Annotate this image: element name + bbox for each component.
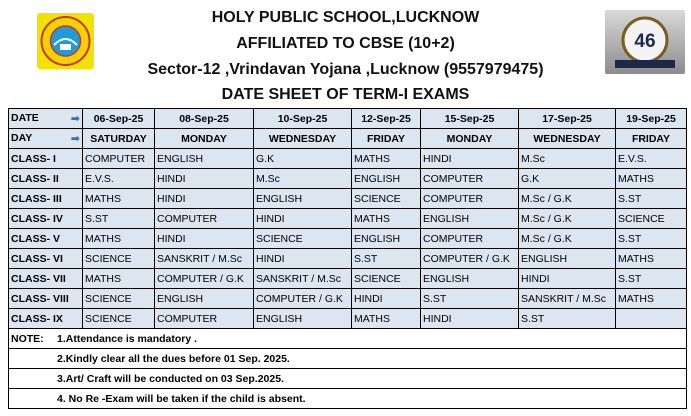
subject-cell: ENGLISH [254, 309, 352, 329]
subject-cell: MATHS [83, 269, 155, 289]
page-header [0, 0, 691, 108]
date-label-cell [9, 109, 83, 129]
note-row [9, 369, 687, 389]
subject-cell: HINDI [352, 289, 421, 309]
subject-cell: SCIENCE [83, 249, 155, 269]
day-row [9, 129, 687, 149]
subject-cell: COMPUTER [83, 149, 155, 169]
date-cell: 08-Sep-25 [155, 109, 254, 129]
date-cell: 10-Sep-25 [254, 109, 352, 129]
subject-cell: S.ST [616, 269, 687, 289]
subject-cell: M.Sc / G.K [519, 209, 616, 229]
note-row [9, 389, 687, 409]
subject-cell: MATHS [616, 249, 687, 269]
date-cell: 19-Sep-25 [616, 109, 687, 129]
day-label: DAY [11, 132, 33, 144]
class-name-cell: CLASS- VI [9, 249, 83, 269]
subject-cell: HINDI [421, 149, 519, 169]
note-row [9, 349, 687, 369]
subject-cell: M.Sc [519, 149, 616, 169]
note-label: NOTE: [11, 332, 44, 345]
subject-cell: HINDI [421, 309, 519, 329]
class-row [9, 289, 687, 309]
subject-cell: COMPUTER [421, 189, 519, 209]
subject-cell: SCIENCE [616, 209, 687, 229]
note-cell [9, 329, 687, 349]
subject-cell: SANSKRIT / M.Sc [155, 249, 254, 269]
subject-cell: ENGLISH [421, 269, 519, 289]
subject-cell: SCIENCE [83, 309, 155, 329]
note-text: 4. No Re -Exam will be taken if the child is absent. [57, 392, 306, 405]
subject-cell: ENGLISH [254, 189, 352, 209]
date-row [9, 109, 687, 129]
subject-cell: ENGLISH [155, 289, 254, 309]
sheet-title: DATE SHEET OF TERM-I EXAMS [221, 86, 470, 103]
date-label: DATE [11, 112, 39, 124]
day-cell: FRIDAY [616, 129, 687, 149]
subject-cell: S.ST [352, 249, 421, 269]
class-row [9, 249, 687, 269]
subject-cell: MATHS [352, 309, 421, 329]
subject-cell: S.ST [83, 209, 155, 229]
subject-cell: SCIENCE [254, 229, 352, 249]
subject-cell: S.ST [616, 189, 687, 209]
day-label-cell [9, 129, 83, 149]
subject-cell: HINDI [254, 209, 352, 229]
subject-cell: MATHS [352, 209, 421, 229]
subject-cell: S.ST [616, 229, 687, 249]
subject-cell: E.V.S. [83, 169, 155, 189]
subject-cell: ENGLISH [352, 229, 421, 249]
class-name-cell: CLASS- VIII [9, 289, 83, 309]
subject-cell: COMPUTER [155, 209, 254, 229]
subject-cell: MATHS [83, 229, 155, 249]
subject-cell: COMPUTER / G.K [421, 249, 519, 269]
note-row [9, 329, 687, 349]
subject-cell: S.ST [519, 309, 616, 329]
subject-cell: HINDI [519, 269, 616, 289]
class-name-cell: CLASS- III [9, 189, 83, 209]
subject-cell: M.Sc / G.K [519, 189, 616, 209]
date-cell: 15-Sep-25 [421, 109, 519, 129]
date-cell: 06-Sep-25 [83, 109, 155, 129]
affiliation: AFFILIATED TO CBSE (10+2) [236, 35, 455, 52]
subject-cell: SANSKRIT / M.Sc [254, 269, 352, 289]
class-name-cell: CLASS- I [9, 149, 83, 169]
subject-cell: HINDI [254, 249, 352, 269]
note-text: 1.Attendance is mandatory . [57, 332, 198, 345]
note-text: 3.Art/ Craft will be conducted on 03 Sep.2025. [57, 372, 284, 385]
subject-cell: MATHS [352, 149, 421, 169]
subject-cell: ENGLISH [519, 249, 616, 269]
day-cell: WEDNESDAY [254, 129, 352, 149]
class-name-cell: CLASS- IX [9, 309, 83, 329]
subject-cell: MATHS [83, 189, 155, 209]
day-cell: WEDNESDAY [519, 129, 616, 149]
subject-cell: SANSKRIT / M.Sc [519, 289, 616, 309]
class-row [9, 149, 687, 169]
class-row [9, 309, 687, 329]
class-row [9, 189, 687, 209]
subject-cell: ENGLISH [352, 169, 421, 189]
day-cell: FRIDAY [352, 129, 421, 149]
class-row [9, 269, 687, 289]
date-sheet-table [8, 108, 687, 409]
subject-cell: SCIENCE [83, 289, 155, 309]
subject-cell: G.K [519, 169, 616, 189]
subject-cell: S.ST [421, 289, 519, 309]
day-cell: MONDAY [155, 129, 254, 149]
subject-cell: MATHS [616, 169, 687, 189]
subject-cell: ENGLISH [155, 149, 254, 169]
subject-cell: M.Sc [254, 169, 352, 189]
school-name: HOLY PUBLIC SCHOOL,LUCKNOW [211, 9, 480, 26]
class-name-cell: CLASS- IV [9, 209, 83, 229]
address: Sector-12 ,Vrindavan Yojana ,Lucknow (9557979475) [147, 61, 544, 78]
subject-cell: COMPUTER [421, 169, 519, 189]
class-name-cell: CLASS- II [9, 169, 83, 189]
subject-cell: SCIENCE [352, 269, 421, 289]
subject-cell: HINDI [155, 169, 254, 189]
subject-cell: E.V.S. [616, 149, 687, 169]
class-row [9, 169, 687, 189]
class-row [9, 229, 687, 249]
day-cell: MONDAY [421, 129, 519, 149]
subject-cell: COMPUTER [421, 229, 519, 249]
note-cell [9, 349, 687, 369]
date-cell: 17-Sep-25 [519, 109, 616, 129]
subject-cell: HINDI [155, 229, 254, 249]
subject-cell: M.Sc / G.K [519, 229, 616, 249]
subject-cell: G.K [254, 149, 352, 169]
arrow-right-icon: ➡ [70, 133, 80, 145]
note-text: 2.Kindly clear all the dues before 01 Sep. 2025. [57, 352, 290, 365]
date-cell: 12-Sep-25 [352, 109, 421, 129]
class-name-cell: CLASS- VII [9, 269, 83, 289]
subject-cell: COMPUTER / G.K [254, 289, 352, 309]
subject-cell: SCIENCE [352, 189, 421, 209]
subject-cell: ENGLISH [421, 209, 519, 229]
class-name-cell: CLASS- V [9, 229, 83, 249]
subject-cell: COMPUTER [155, 309, 254, 329]
svg-text:46: 46 [634, 31, 656, 52]
subject-cell: MATHS [616, 289, 687, 309]
note-cell [9, 369, 687, 389]
day-cell: SATURDAY [83, 129, 155, 149]
subject-cell [616, 309, 687, 329]
note-cell [9, 389, 687, 409]
subject-cell: HINDI [155, 189, 254, 209]
arrow-right-icon: ➡ [70, 113, 80, 125]
subject-cell: COMPUTER / G.K [155, 269, 254, 289]
class-row [9, 209, 687, 229]
